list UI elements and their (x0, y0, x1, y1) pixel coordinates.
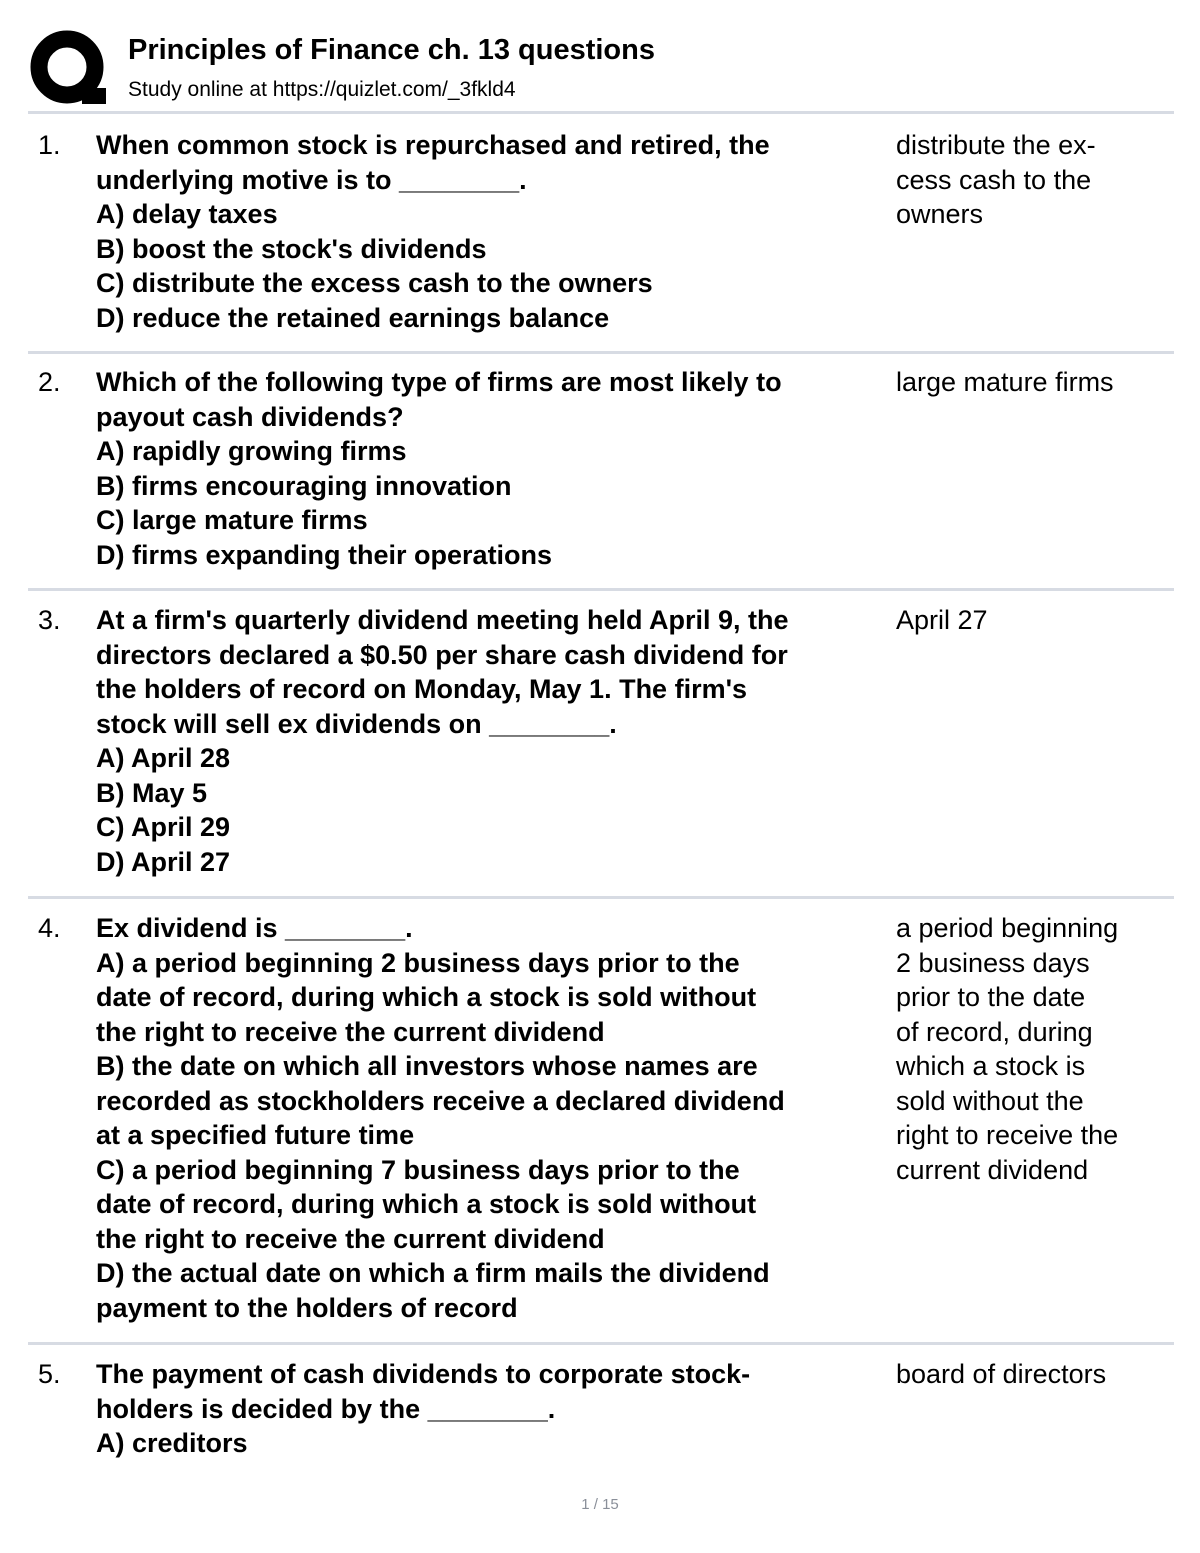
question-text (96, 603, 896, 879)
question-line: the right to receive the current dividend (96, 1223, 605, 1254)
question-text (96, 1357, 896, 1461)
question-line: stock will sell ex dividends on ________. (96, 708, 617, 739)
question-line: D) April 27 (96, 846, 231, 877)
header-divider (28, 111, 1174, 114)
question-line: A) creditors (96, 1428, 248, 1458)
card-number: 4. (38, 913, 61, 943)
card-divider (28, 351, 1174, 354)
question-line: B) boost the stock's dividends (96, 233, 487, 264)
question-line: holders is decided by the ________. (96, 1393, 556, 1424)
question-line: D) reduce the retained earnings balance (96, 302, 610, 333)
answer-line: current dividend (896, 1154, 1089, 1185)
question-line: underlying motive is to ________. (96, 164, 527, 195)
question-line: directors declared a $0.50 per share cash dividend for (96, 639, 788, 670)
question-line: recorded as stockholders receive a declared dividend (96, 1085, 785, 1116)
question-line: B) the date on which all investors whose names are (96, 1051, 758, 1081)
question-line: payout cash dividends? (96, 401, 404, 432)
question-line: D) firms expanding their operations (96, 539, 553, 570)
question-line: B) May 5 (96, 777, 208, 808)
answer-text (896, 603, 1166, 638)
question-line: the right to receive the current dividend (96, 1016, 605, 1047)
answer-line: of record, during (896, 1016, 1093, 1047)
question-line: At a firm's quarterly dividend meeting held April 9, the (96, 605, 789, 635)
question-line: A) rapidly growing firms (96, 436, 407, 466)
answer-line: prior to the date (896, 982, 1086, 1012)
answer-text (896, 365, 1166, 400)
question-line: A) April 28 (96, 743, 231, 773)
question-line: C) distribute the excess cash to the owners (96, 268, 653, 298)
card-number: 2. (38, 367, 61, 397)
question-line: The payment of cash dividends to corporate stock- (96, 1359, 751, 1389)
question-line: C) a period beginning 7 business days prior to the (96, 1154, 740, 1185)
card-number: 3. (38, 605, 61, 635)
card-number: 1. (38, 130, 61, 160)
answer-line: cess cash to the (896, 164, 1092, 195)
answer-line: large mature firms (896, 367, 1114, 397)
document-title: Principles of Finance ch. 13 questions (128, 34, 655, 66)
question-line: B) firms encouraging innovation (96, 470, 512, 501)
card-divider (28, 896, 1174, 899)
answer-line: board of directors (896, 1359, 1107, 1389)
answer-text (896, 911, 1166, 1187)
question-line: date of record, during which a stock is sold without (96, 982, 757, 1012)
question-line: D) the actual date on which a firm mails the dividend (96, 1258, 770, 1288)
question-text (96, 128, 896, 335)
answer-line: April 27 (896, 605, 988, 635)
quizlet-logo-icon (30, 30, 108, 108)
answer-line: which a stock is (896, 1051, 1086, 1081)
answer-line: distribute the ex- (896, 130, 1096, 160)
page-number: 1 / 15 (581, 1496, 619, 1513)
question-line: the holders of record on Monday, May 1. The firm's (96, 674, 748, 704)
question-line: Ex dividend is ________. (96, 913, 413, 943)
card-divider (28, 1342, 1174, 1345)
question-text (96, 365, 896, 572)
answer-line: 2 business days (896, 947, 1090, 978)
question-line: A) delay taxes (96, 199, 278, 229)
study-link-text: Study online at https://quizlet.com/_3fkld4 (128, 78, 516, 101)
question-line: Which of the following type of firms are most likely to (96, 367, 782, 397)
question-line: A) a period beginning 2 business days prior to the (96, 947, 740, 978)
question-line: C) April 29 (96, 812, 231, 842)
card-number: 5. (38, 1359, 61, 1389)
answer-text (896, 1357, 1166, 1392)
answer-line: owners (896, 199, 984, 229)
answer-text (896, 128, 1166, 232)
question-text (96, 911, 896, 1325)
answer-line: a period beginning (896, 913, 1119, 943)
question-line: When common stock is repurchased and retired, the (96, 130, 770, 160)
question-line: C) large mature firms (96, 505, 368, 535)
answer-line: right to receive the (896, 1120, 1119, 1150)
answer-line: sold without the (896, 1085, 1084, 1116)
question-line: date of record, during which a stock is sold without (96, 1189, 757, 1219)
page-header (30, 30, 1175, 110)
question-line: payment to the holders of record (96, 1292, 518, 1323)
question-line: at a specified future time (96, 1120, 415, 1150)
card-divider (28, 588, 1174, 591)
